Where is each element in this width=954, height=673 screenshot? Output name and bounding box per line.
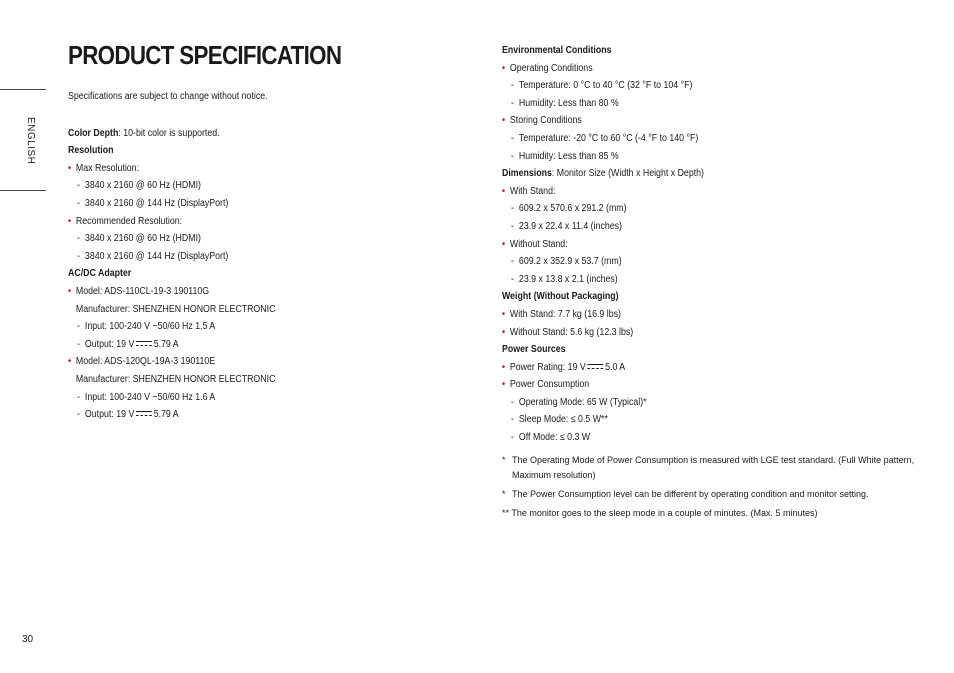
page-number: 30 — [22, 634, 34, 645]
adapter-heading: AC/DC Adapter — [68, 268, 132, 280]
weight-heading: Weight (Without Packaging) — [502, 291, 619, 303]
operating-temperature: - Temperature: 0 °C to 40 °C (32 °F to 104 °F) — [511, 77, 855, 95]
recommended-resolution-label: • Recommended Resolution: — [68, 213, 420, 231]
power-operating-mode: - Operating Mode: 65 W (Typical)* — [511, 394, 855, 412]
max-resolution-dp: - 3840 x 2160 @ 144 Hz (DisplayPort) — [77, 195, 421, 213]
dimensions-value: : Monitor Size (Width x Height x Depth) — [551, 168, 704, 180]
adapter-2-manufacturer: Manufacturer: SHENZHEN HONOR ELECTRONIC — [75, 373, 276, 385]
max-resolution-label: • Max Resolution: — [68, 160, 420, 178]
color-depth-label: Color Depth — [68, 127, 119, 139]
footnote-1-mark: * — [502, 454, 506, 465]
adapter-2-model: • Model: ADS-120QL-19A-3 190110E — [68, 353, 420, 371]
max-resolution-hdmi: - 3840 x 2160 @ 60 Hz (HDMI) — [77, 177, 421, 195]
adapter-2-output-current: 5.79 A — [153, 409, 179, 421]
color-depth-line — [68, 125, 420, 143]
page-title: PRODUCT SPECIFICATION — [68, 40, 342, 70]
without-stand-inches: - 23.9 x 13.8 x 2.1 (inches) — [511, 271, 855, 289]
footnote-3 — [502, 506, 942, 521]
power-off-mode: - Off Mode: ≤ 0.3 W — [511, 429, 855, 447]
adapter-1-output-voltage: Output: 19 V — [84, 338, 135, 350]
footnote-1-text: The Operating Mode of Power Consumption is measured with LGE test standard. (Full White pattern, Maximum resolution) — [512, 454, 915, 480]
footnote-3-mark: ** — [502, 507, 510, 518]
footnote-2-text: The Power Consumption level can be different by operating condition and monitor setting. — [512, 488, 869, 499]
dc-symbol-icon — [588, 364, 604, 371]
adapter-2-output-voltage: Output: 19 V — [84, 409, 135, 421]
spec-column-left — [68, 88, 468, 424]
adapter-1-output-current: 5.79 A — [153, 338, 179, 350]
power-rating-current: 5.0 A — [605, 361, 626, 373]
language-label: ENGLISH — [25, 117, 36, 165]
footnote-3-text: The monitor goes to the sleep mode in a couple of minutes. (Max. 5 minutes) — [511, 507, 818, 518]
without-stand-mm: - 609.2 x 352.9 x 53.7 (mm) — [511, 253, 855, 271]
recommended-resolution-dp: - 3840 x 2160 @ 144 Hz (DisplayPort) — [77, 248, 421, 266]
dimensions-line — [502, 165, 854, 183]
power-rating-voltage: Power Rating: 19 V — [509, 361, 586, 373]
power-consumption-label: • Power Consumption — [502, 376, 854, 394]
with-stand-inches: - 23.9 x 22.4 x 11.4 (inches) — [511, 218, 855, 236]
footnote-2-mark: * — [502, 488, 506, 499]
color-depth-value: : 10-bit color is supported. — [118, 127, 220, 139]
without-stand-label: • Without Stand: — [502, 236, 854, 254]
storing-temperature: - Temperature: -20 °C to 60 °C (-4 °F to 140 °F) — [511, 130, 855, 148]
adapter-1-input: - Input: 100-240 V ~50/60 Hz 1.5 A — [77, 318, 421, 336]
adapter-2-output — [77, 406, 421, 424]
spec-column-right — [502, 42, 915, 525]
side-rule-bottom — [0, 190, 46, 191]
footnote-1 — [502, 453, 952, 483]
dc-symbol-icon — [136, 411, 152, 418]
adapter-1-output — [77, 336, 421, 354]
resolution-heading: Resolution — [68, 145, 114, 157]
notice-text: Specifications are subject to change without notice. — [68, 91, 268, 102]
adapter-2-input: - Input: 100-240 V ~50/60 Hz 1.6 A — [77, 389, 421, 407]
environment-heading: Environmental Conditions — [502, 45, 612, 56]
power-sleep-mode: - Sleep Mode: ≤ 0.5 W** — [511, 411, 855, 429]
with-stand-label: • With Stand: — [502, 183, 854, 201]
operating-humidity: - Humidity: Less than 80 % — [511, 95, 855, 113]
operating-conditions-label: • Operating Conditions — [502, 60, 854, 78]
with-stand-mm: - 609.2 x 570.6 x 291.2 (mm) — [511, 200, 855, 218]
side-rule-top — [0, 89, 46, 90]
recommended-resolution-hdmi: - 3840 x 2160 @ 60 Hz (HDMI) — [77, 230, 421, 248]
power-rating — [502, 359, 854, 377]
weight-without-stand: • Without Stand: 5.6 kg (12.3 lbs) — [502, 324, 854, 342]
footnote-2 — [502, 487, 952, 502]
storing-conditions-label: • Storing Conditions — [502, 112, 854, 130]
dc-symbol-icon — [136, 341, 152, 348]
adapter-1-model: • Model: ADS-110CL-19-3 190110G — [68, 283, 420, 301]
weight-with-stand: • With Stand: 7.7 kg (16.9 lbs) — [502, 306, 854, 324]
power-heading: Power Sources — [502, 344, 566, 356]
adapter-1-manufacturer: Manufacturer: SHENZHEN HONOR ELECTRONIC — [75, 303, 276, 315]
storing-humidity: - Humidity: Less than 85 % — [511, 148, 855, 166]
dimensions-label: Dimensions — [502, 168, 552, 180]
